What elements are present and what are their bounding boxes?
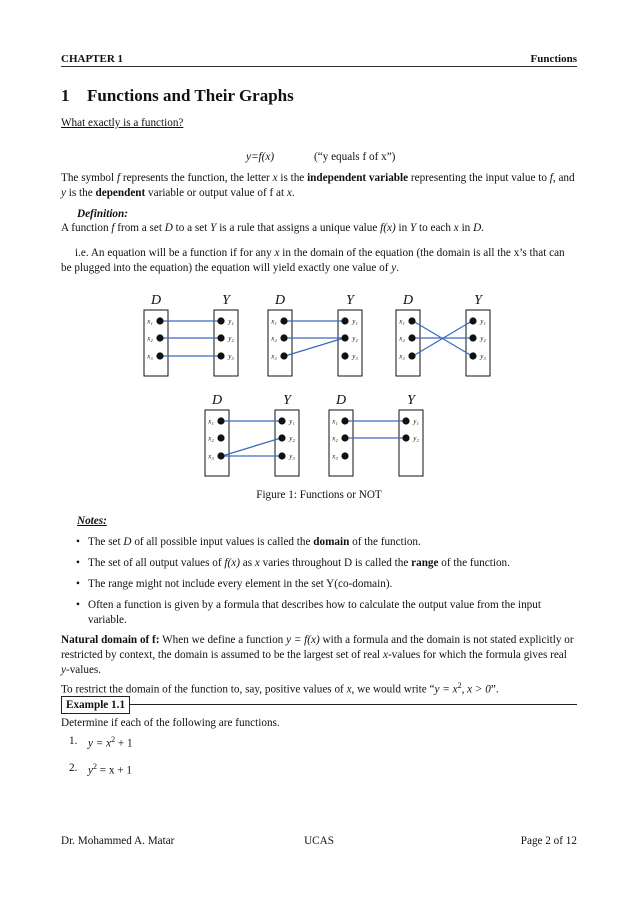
set-label-D: D	[150, 293, 162, 308]
domain-point-label: x₃	[271, 352, 277, 361]
set-label-D: D	[335, 393, 347, 408]
list-item	[61, 598, 577, 628]
text-run: A function	[61, 222, 112, 234]
math-y-eq-fx: y = f(x)	[286, 634, 320, 646]
symbol-paragraph	[61, 171, 577, 201]
math-exponent: 2	[111, 735, 116, 744]
text-run: varies throughout D is called the	[259, 557, 412, 569]
math-Y: Y	[409, 222, 417, 234]
math-exponent: 2	[457, 681, 462, 690]
domain-point-label: x₃	[399, 352, 405, 361]
set-label-Y: Y	[474, 293, 482, 308]
set-label-Y: Y	[222, 293, 230, 308]
natural-domain-heading-text: Natural domain of f:	[61, 634, 160, 646]
figure-caption: Figure 1: Functions or NOT	[256, 489, 382, 501]
term-dependent: dependent	[95, 187, 146, 199]
domain-point-label: x₁	[332, 417, 338, 426]
math-x: x	[274, 247, 280, 259]
section-number: 1	[61, 86, 70, 105]
codomain-point	[469, 334, 476, 341]
domain-point-label: x₃	[147, 352, 153, 361]
codomain-point	[402, 417, 409, 424]
math-y: y	[61, 664, 66, 676]
codomain-point	[341, 352, 348, 359]
codomain-point	[278, 434, 285, 441]
codomain-point-label: y₂	[480, 334, 486, 343]
notes-heading	[77, 514, 593, 529]
example-header	[61, 696, 577, 714]
text-run: .	[481, 222, 484, 234]
domain-point	[408, 334, 415, 341]
math-x: x	[382, 649, 388, 661]
codomain-point	[278, 417, 285, 424]
question-line: What exactly is a function?	[61, 117, 184, 129]
text-run: -values.	[65, 664, 102, 676]
term-domain: domain	[313, 536, 350, 548]
text-run: is the	[277, 172, 308, 184]
codomain-point	[278, 452, 285, 459]
codomain-point-label: y₁	[228, 317, 234, 326]
set-label-Y: Y	[346, 293, 354, 308]
text-run: as	[239, 557, 255, 569]
text-run: to a set	[172, 222, 211, 234]
domain-point-label: x₂	[271, 334, 277, 343]
math-expr: y = x	[88, 737, 112, 750]
footer-author: Dr. Mohammed A. Matar	[61, 835, 175, 847]
math-x: x	[272, 172, 278, 184]
math-fx: f(x)	[380, 222, 396, 234]
text-run: i.e. An equation will be a function if for any	[75, 247, 275, 259]
list-item	[61, 535, 577, 550]
domain-point-label: x₂	[332, 434, 338, 443]
list-item	[61, 556, 577, 571]
text-run: representing the input value to	[408, 172, 550, 184]
codomain-point-label: y₁	[289, 417, 295, 426]
domain-point	[280, 317, 287, 324]
math-f: f	[116, 172, 121, 184]
math-condition: x > 0	[467, 683, 491, 696]
codomain-point-label: y₃	[352, 352, 358, 361]
example-prompt: Determine if each of the following are functions.	[61, 717, 280, 729]
domain-point	[280, 334, 287, 341]
domain-point-label: x₂	[147, 334, 153, 343]
set-label-D: D	[274, 293, 286, 308]
codomain-point	[469, 317, 476, 324]
mapping-arrow	[285, 338, 344, 356]
domain-point-label: x₂	[399, 334, 405, 343]
text-run: in the domain of the equation (the domain is all the x’s that can be plugged into the equation) the equation will yield exactly one value of	[61, 247, 565, 274]
footer-page-number: Page 2 of 12	[520, 835, 577, 847]
set-label-Y: Y	[407, 393, 415, 408]
math-f: f	[549, 172, 553, 184]
text-run: to each	[416, 222, 454, 234]
domain-point-label: x₁	[208, 417, 214, 426]
example-rule	[61, 704, 577, 705]
codomain-point	[469, 352, 476, 359]
math-exponent: 2	[92, 761, 97, 771]
codomain-point	[217, 317, 224, 324]
text-run: of the function.	[438, 557, 510, 569]
codomain-point-label: y₁	[413, 417, 419, 426]
codomain-point-label: y₁	[480, 317, 486, 326]
math-f: f	[111, 222, 115, 234]
domain-point	[280, 352, 287, 359]
text-run: The set of all output values of	[88, 557, 225, 569]
natural-domain-heading	[61, 634, 160, 646]
natural-domain-paragraph	[61, 633, 577, 698]
list-item	[61, 762, 133, 777]
codomain-point	[217, 352, 224, 359]
codomain-point-label: y₂	[352, 334, 358, 343]
text-run: Often a function is given by a formula that describes how to calculate the output value from the input variable.	[88, 599, 541, 626]
definition-heading	[77, 207, 593, 222]
text-run: ,	[461, 683, 468, 696]
item-number: 1.	[69, 735, 78, 747]
domain-point	[156, 352, 163, 359]
domain-point	[341, 434, 348, 441]
domain-point	[217, 434, 224, 441]
domain-point-label: x₃	[332, 452, 338, 461]
domain-point	[217, 417, 224, 424]
equation-gloss: (“y equals f of x”)	[314, 151, 396, 163]
example-list	[61, 735, 133, 788]
text-run: , and	[552, 172, 575, 184]
text-run: The range might not include every element in the set Y(co-domain).	[88, 578, 393, 590]
mapping-arrow	[222, 438, 281, 456]
domain-point	[408, 317, 415, 324]
math-expr: y	[88, 764, 93, 777]
notes-list	[61, 535, 577, 634]
domain-point-label: x₁	[147, 317, 153, 326]
term-independent-variable: independent variable	[307, 172, 409, 184]
header-topic: Functions	[530, 53, 577, 65]
domain-point-label: x₁	[399, 317, 405, 326]
math-x: x	[254, 557, 260, 569]
math-D: D	[473, 222, 482, 234]
codomain-point-label: y₃	[480, 352, 486, 361]
math-x: x	[453, 222, 459, 234]
page-footer	[61, 835, 577, 847]
math-expr: + 1	[115, 737, 133, 750]
example-label: Example 1.1	[61, 696, 130, 714]
text-run: variable or output value of f at	[145, 187, 287, 199]
set-label-D: D	[402, 293, 414, 308]
set-label-D: D	[211, 393, 223, 408]
text-run: from a set	[114, 222, 165, 234]
text-run: The set	[88, 536, 124, 548]
domain-point-label: x₃	[208, 452, 214, 461]
domain-point	[156, 334, 163, 341]
set-label-Y: Y	[283, 393, 291, 408]
math-D: D	[123, 536, 132, 548]
math-y-eq-x: y = x	[434, 683, 458, 696]
header-chapter: CHAPTER 1	[61, 53, 124, 65]
text-run: of the function.	[349, 536, 421, 548]
text-run: ”.	[490, 683, 499, 696]
domain-point	[156, 317, 163, 324]
text-run: is the	[65, 187, 96, 199]
domain-point-label: x₂	[208, 434, 214, 443]
codomain-point	[341, 334, 348, 341]
codomain-point-label: y₃	[228, 352, 234, 361]
domain-point	[408, 352, 415, 359]
codomain-point-label: y₂	[228, 334, 234, 343]
codomain-point-label: y₂	[289, 434, 295, 443]
math-expr: = x + 1	[96, 764, 132, 777]
codomain-point-label: y₂	[413, 434, 419, 443]
section-title-text: Functions and Their Graphs	[87, 86, 294, 105]
codomain-point-label: y₃	[289, 452, 295, 461]
math-D: D	[164, 222, 173, 234]
text-run: .	[291, 187, 295, 199]
mapping-figure	[130, 288, 510, 473]
definition-heading-text: Definition:	[77, 208, 128, 220]
codomain-point-label: y₁	[352, 317, 358, 326]
text-run: , we would write “	[351, 683, 435, 696]
list-item	[61, 577, 577, 592]
math-Y: Y	[210, 222, 217, 234]
section-title	[61, 86, 294, 106]
math-x: x	[286, 187, 292, 199]
domain-point	[341, 417, 348, 424]
text-run: To restrict the domain of the function to, say, positive values of	[61, 683, 347, 696]
text-run: .	[396, 262, 400, 274]
math-y: y	[391, 262, 397, 274]
equation-lhs: y=f(x)	[246, 151, 275, 163]
text-run: The symbol	[61, 172, 117, 184]
codomain-point	[217, 334, 224, 341]
math-x: x	[346, 683, 352, 696]
notes-heading-text: Notes:	[77, 515, 107, 527]
definition-text	[61, 221, 577, 236]
domain-point-label: x₁	[271, 317, 277, 326]
text-run: represents the function, the letter	[120, 172, 273, 184]
text-run: When we define a function	[159, 634, 287, 646]
item-number: 2.	[69, 761, 78, 774]
text-run: with a formula and the domain is not stated explicitly or restricted by context, the domain is assumed to be the largest set of real	[61, 634, 574, 661]
mapping-diagrams	[130, 288, 510, 473]
text-run: -values for which the formula gives real	[387, 649, 567, 661]
ie-paragraph	[61, 246, 577, 276]
codomain-point	[402, 434, 409, 441]
text-run: in	[458, 222, 474, 234]
list-item	[61, 735, 133, 750]
footer-institution: UCAS	[304, 835, 334, 847]
domain-point	[341, 452, 348, 459]
codomain-point	[341, 317, 348, 324]
running-header	[61, 49, 577, 67]
text-run: in	[395, 222, 410, 234]
domain-point	[217, 452, 224, 459]
text-run: of all possible input values is called the	[131, 536, 314, 548]
text-run: is a rule that assigns a unique value	[216, 222, 381, 234]
math-y: y	[61, 187, 66, 199]
math-fx: f(x)	[224, 557, 240, 569]
term-range: range	[411, 557, 439, 569]
